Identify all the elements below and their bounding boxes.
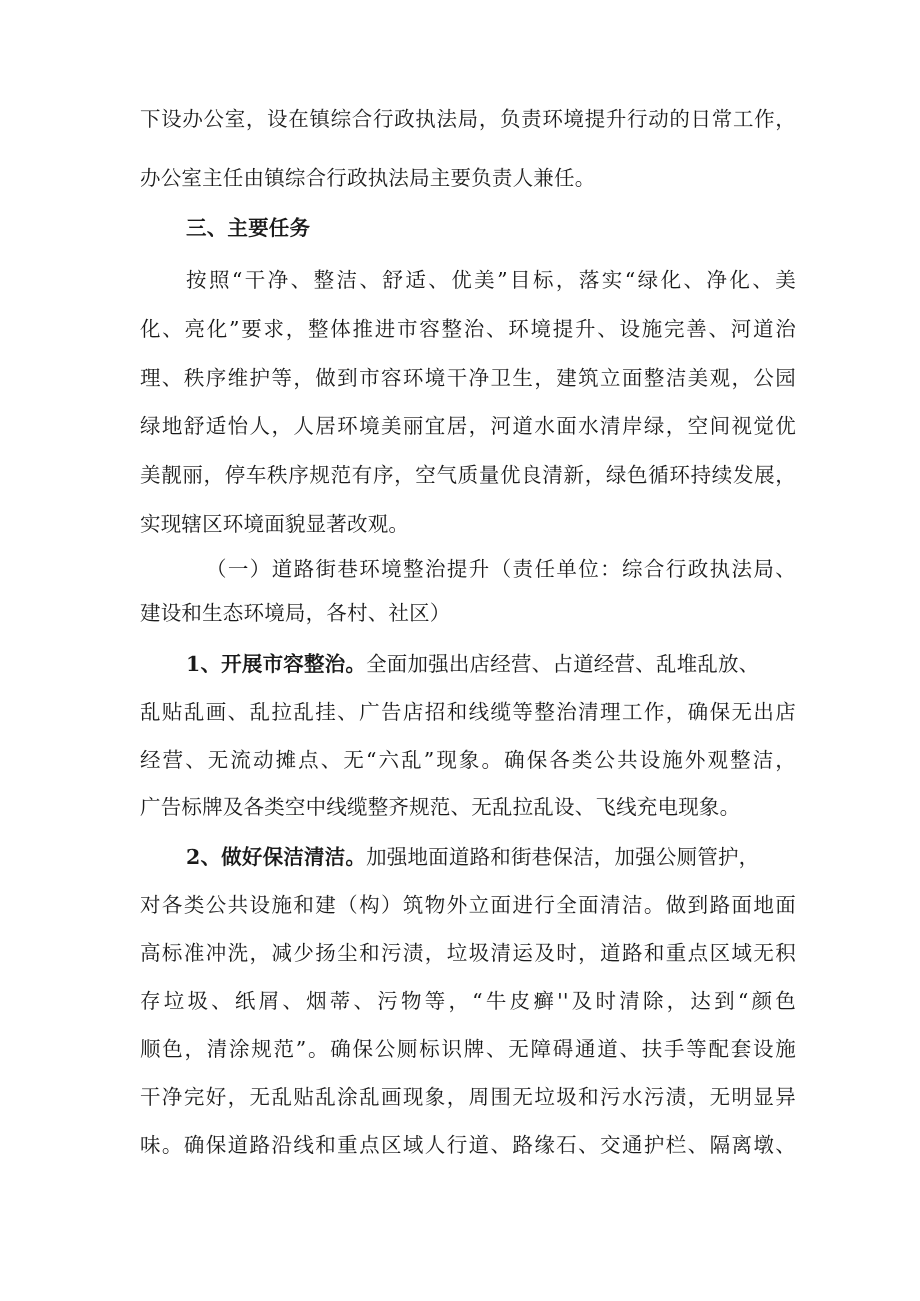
paragraph-line: 建设和生态环境局，各村、社区）	[140, 601, 451, 625]
paragraph-line: 绿地舒适怡人，人居环境美丽宜居，河道水面水清岸绿，空间视觉优	[140, 414, 796, 438]
paragraph-line: 化、亮化”要求，整体推进市容整治、环境提升、设施完善、河道治	[140, 317, 796, 341]
paragraph-line: 实现辖区环境面貌显著改观。	[140, 512, 410, 536]
paragraph-line: 理、秩序维护等，做到市容环境干净卫生，建筑立面整洁美观，公园	[140, 366, 796, 390]
section-heading: 三、主要任务	[186, 216, 311, 240]
item-2-text: 加强地面道路和街巷保洁，加强公厕管护，	[366, 845, 760, 869]
paragraph-line: 下设办公室，设在镇综合行政执法局，负责环境提升行动的日常工作，	[140, 107, 796, 131]
item-1-line	[186, 646, 796, 682]
item-2-heading: 2、做好保洁清洁。	[186, 845, 367, 869]
paragraph-line: 存垃圾、纸屑、烟蒂、污物等，“牛皮癣''及时清除，达到“颜色	[140, 989, 796, 1013]
paragraph-line: 对各类公共设施和建（构）筑物外立面进行全面清洁。做到路面地面	[140, 893, 796, 917]
paragraph-line: 美靓丽，停车秩序规范有序，空气质量优良清新，绿色循环持续发展，	[140, 463, 796, 487]
subsection-heading: （一）道路街巷环境整治提升（责任单位：综合行政执法局、	[206, 557, 796, 581]
paragraph-line: 经营、无流动摊点、无“六乱”现象。确保各类公共设施外观整洁，	[140, 748, 796, 772]
paragraph-line: 高标准冲洗，减少扬尘和污渍，垃圾清运及时，道路和重点区域无积	[140, 941, 796, 965]
paragraph-line: 味。确保道路沿线和重点区域人行道、路缘石、交通护栏、隔离墩、	[140, 1133, 796, 1157]
paragraph-line: 办公室主任由镇综合行政执法局主要负责人兼任。	[140, 166, 596, 190]
paragraph-line: 广告标牌及各类空中线缆整齐规范、无乱拉乱设、飞线充电现象。	[140, 795, 741, 819]
paragraph-line: 乱贴乱画、乱拉乱挂、广告店招和线缆等整治清理工作，确保无出店	[140, 700, 796, 724]
item-2-line	[186, 839, 796, 875]
item-1-text: 全面加强出店经营、占道经营、乱堆乱放、	[366, 652, 760, 676]
paragraph-line: 干净完好，无乱贴乱涂乱画现象，周围无垃圾和污水污渍，无明显异	[140, 1085, 796, 1109]
paragraph-line: 按照“干净、整洁、舒适、优美”目标，落实“绿化、净化、美	[186, 268, 796, 292]
item-1-heading: 1、开展市容整治。	[186, 652, 367, 676]
paragraph-line: 顺色，清涂规范”。确保公厕标识牌、无障碍通道、扶手等配套设施	[140, 1037, 796, 1061]
